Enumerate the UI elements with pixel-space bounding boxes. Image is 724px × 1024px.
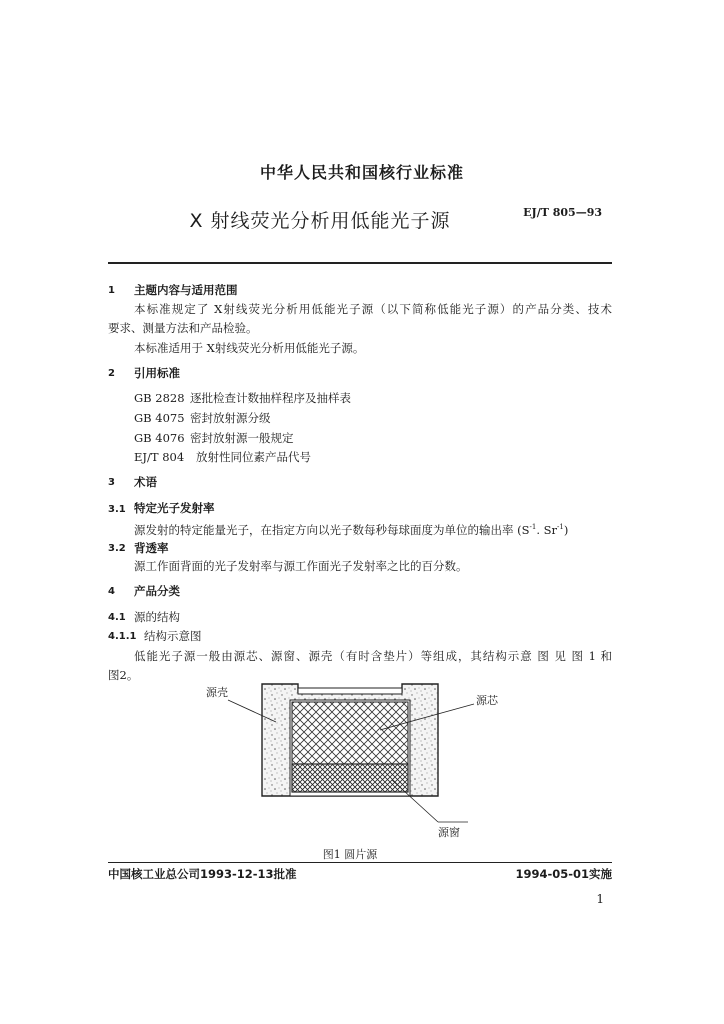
- unit-superscript: -1: [529, 523, 537, 531]
- subsection-3-1-title: 特定光子发射率: [134, 501, 215, 515]
- page-number: 1: [596, 892, 604, 906]
- subsection-4-1-1-title: 结构示意图: [144, 629, 202, 643]
- ref-title: 逐批检查计数抽样程序及抽样表: [190, 391, 351, 405]
- subsection-4-1-title: 源的结构: [134, 610, 180, 624]
- subsection-3-2-title: 背透率: [134, 541, 169, 555]
- label-source-shell: 源壳: [206, 686, 228, 699]
- shell-rim: [298, 688, 402, 694]
- section-1-paragraph-line1: 本标准规定了 X射线荧光分析用低能光子源（以下简称低能光子源）的产品分类、技术: [134, 302, 612, 316]
- section-1-paragraph-2: 本标准适用于 X射线荧光分析用低能光子源。: [134, 341, 365, 355]
- source-core: [292, 702, 408, 764]
- section-4-title: 产品分类: [134, 584, 180, 598]
- standard-organization: 中华人民共和国核行业标准: [259, 163, 464, 182]
- document-title: X 射线荧光分析用低能光子源: [189, 210, 451, 232]
- ref-title: 密封放射源一般规定: [190, 431, 294, 445]
- section-1-title: 主题内容与适用范围: [134, 283, 238, 297]
- subsection-3-2-text: 源工作面背面的光子发射率与源工作面光子发射率之比的百分数。: [134, 559, 468, 573]
- subsection-4-1-number: 4.1: [108, 612, 126, 623]
- subsection-3-1-text: [134, 519, 568, 538]
- ref-title: 密封放射源分级: [190, 411, 271, 425]
- figure-1-diagram: [180, 672, 520, 864]
- header-rule: [108, 262, 612, 264]
- section-1-paragraph-line2: 要求、测量方法和产品检验。: [108, 321, 258, 335]
- figure-caption: 图1 圆片源: [322, 848, 378, 861]
- section-2-title: 引用标准: [134, 366, 180, 380]
- definition-text: 源发射的特定能量光子，在指定方向以光子数每秒每球面度为单位的输出率 (S: [134, 522, 530, 537]
- unit-text: ): [563, 522, 569, 537]
- ref-code: GB 2828: [134, 391, 185, 405]
- ref-code: EJ/T 804: [134, 450, 185, 464]
- approval-note: 中国核工业总公司1993-12-13批准: [108, 867, 297, 881]
- subsection-4-1-1-number: 4.1.1: [108, 631, 137, 642]
- source-window: [292, 764, 408, 792]
- section-1-number: 1: [108, 285, 115, 296]
- section-3-title: 术语: [134, 475, 157, 489]
- label-source-window: 源窗: [438, 826, 460, 839]
- subsection-3-1-number: 3.1: [108, 504, 126, 515]
- section-4-number: 4: [108, 586, 115, 597]
- section-3-number: 3: [108, 477, 115, 488]
- section-4-paragraph-line2: 图2。: [108, 668, 139, 682]
- section-2-number: 2: [108, 368, 115, 379]
- ref-code: GB 4076: [134, 431, 185, 445]
- ref-code: GB 4075: [134, 411, 185, 425]
- label-source-core: 源芯: [476, 694, 498, 707]
- footer-rule: [108, 862, 612, 863]
- section-4-paragraph-line1: 低能光子源一般由源芯、源窗、源壳（有时含垫片）等组成，其结构示意 图 见 图 1 和: [134, 649, 612, 663]
- implementation-date: 1994-05-01实施: [515, 867, 612, 881]
- standard-code: EJ/T 805—93: [523, 206, 602, 219]
- subsection-3-2-number: 3.2: [108, 543, 126, 554]
- unit-text: . Sr: [536, 522, 558, 537]
- ref-title: 放射性同位素产品代号: [196, 450, 311, 464]
- unit-superscript: -1: [557, 523, 564, 531]
